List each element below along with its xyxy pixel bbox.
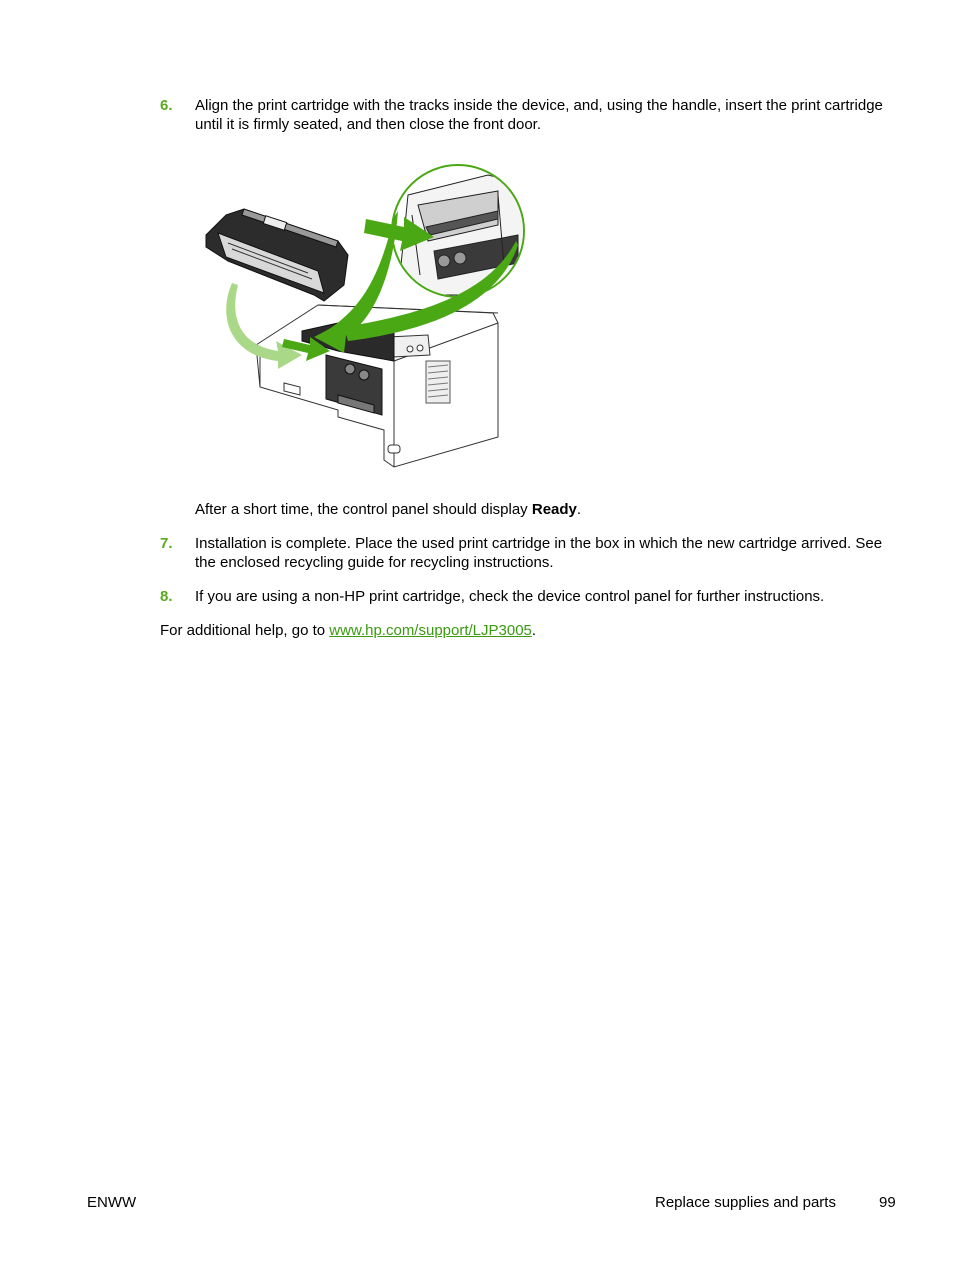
help-line <box>160 621 536 640</box>
step-6 <box>160 96 890 134</box>
footer-left: ENWW <box>87 1194 137 1211</box>
print-cartridge-drawing <box>206 209 348 301</box>
step-number: 6. <box>160 97 173 114</box>
step-number: 8. <box>160 588 173 605</box>
help-text: For additional help, go to <box>160 622 330 639</box>
cartridge-installation-illustration <box>198 155 528 473</box>
step-number: 7. <box>160 535 173 552</box>
step-8 <box>160 587 890 606</box>
step-text: If you are using a non-HP print cartridge, check the device control panel for further instructions. <box>195 588 825 605</box>
step-7 <box>160 534 890 572</box>
after-note-text: After a short time, the control panel should display <box>195 501 532 518</box>
help-suffix: . <box>531 622 537 639</box>
ready-label: Ready <box>531 501 577 518</box>
footer-section-title: Replace supplies and parts <box>655 1194 836 1211</box>
support-link[interactable]: www.hp.com/support/LJP3005 <box>329 622 532 639</box>
step-text: Align the print cartridge with the tracks inside the device, and, using the handle, insert the print cartridge until it is firmly seated, and then close the front door. <box>195 97 883 133</box>
page-number: 99 <box>879 1194 896 1211</box>
after-note <box>195 500 581 519</box>
step-text: Installation is complete. Place the used print cartridge in the box in which the new cartridge arrived. See the enclosed recycling guide for recycling instructions. <box>195 535 883 571</box>
after-note-suffix: . <box>576 501 582 518</box>
